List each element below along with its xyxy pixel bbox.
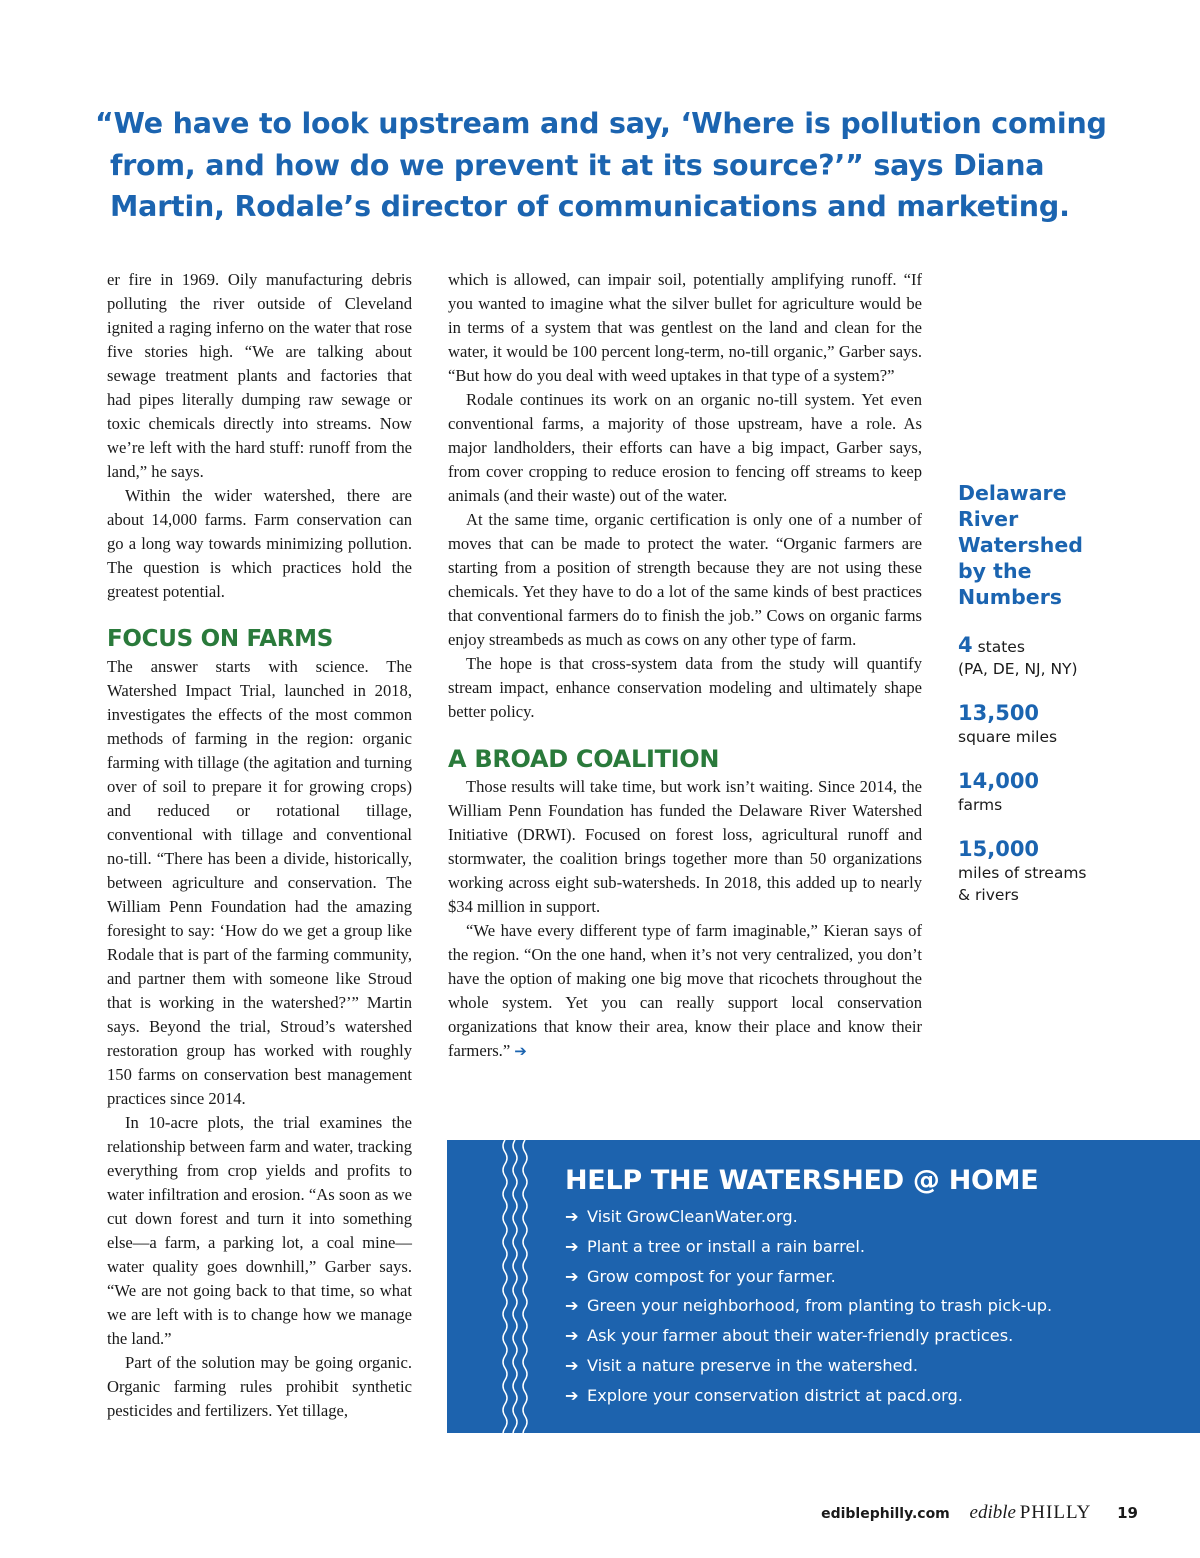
paragraph: Part of the solution may be going organic. Organic farming rules prohibit synthetic pesticides and fertilizers. Yet tillage, — [107, 1353, 412, 1420]
list-item-text: Ask your farmer about their water-friendly practices. — [587, 1326, 1014, 1346]
stat-states — [958, 632, 1158, 680]
paragraph-text: “We have every different type of farm imaginable,” Kieran says of the region. “On the one hand, when it’s not very centralized, you don’t have the option of making one big move that ricochets throughout the whole system. Yet you can really support local conservation organizations that know their area, know their place and know their farmers.” — [448, 921, 922, 1060]
article-column-middle — [448, 268, 922, 1063]
page-footer — [821, 1503, 1138, 1524]
list-item-text: Explore your conservation district at pacd.org. — [587, 1385, 963, 1405]
stat-number: 4 — [958, 633, 973, 657]
help-list — [565, 1202, 1052, 1411]
paragraph: The answer starts with science. The Watershed Impact Trial, launched in 2018, investigates the effects of the most common methods of farming in the region: organic farming with tillage (the agitation and turning over of soil to prepare it for growing crops) and reduced or rotational tillage, conventional with tillage and conventional no-till. “There has been a divide, historically, between agriculture and conservation. The William Penn Foundation had the amazing foresight to say: ‘How do we get a group like Rodale that is part of the farming community, and partner them with someone like Stroud that is working in the watershed?’” Martin says. Beyond the trial, Stroud’s watershed restoration group has worked with roughly 150 farms on conservation best management practices since 2014. — [107, 657, 412, 1108]
paragraph: In 10-acre plots, the trial examines the relationship between farm and water, tracking everything from crop yields and profits to water infiltration and erosion. “As soon as we cut down forest and turn it into something else—a farm, a parking lot, a coal mine—water quality goes downhill,” Garber says. “We are not going back to that time, so what we are left with is to change how we manage the land.” — [107, 1113, 412, 1348]
list-item-text: Visit GrowCleanWater.org. — [587, 1207, 798, 1226]
pull-quote-line: “We have to look upstream and say, ‘Where is pollution coming — [95, 107, 1107, 140]
help-box-title: HELP THE WATERSHED @ HOME — [565, 1165, 1039, 1196]
arrow-right-icon: ➔ — [565, 1266, 579, 1286]
stat-label: square miles — [958, 728, 1058, 746]
help-the-watershed-box — [447, 1140, 1200, 1433]
arrow-right-icon: ➔ — [565, 1296, 579, 1316]
paragraph — [448, 919, 922, 1063]
section-heading-a-broad-coalition: A BROAD COALITION — [448, 745, 720, 773]
arrow-right-icon: ➔ — [565, 1236, 579, 1256]
stat-number: 15,000 — [958, 837, 1040, 861]
pull-quote-line: Martin, Rodale’s director of communications and marketing. — [110, 190, 1070, 223]
stat-label: farms — [958, 796, 1003, 814]
stat-farms — [958, 768, 1158, 816]
list-item — [565, 1232, 1052, 1262]
stat-number: 14,000 — [958, 769, 1040, 793]
sidebar-title — [958, 480, 1158, 610]
paragraph: Rodale continues its work on an organic no-till system. Yet even conventional farms, a majority of those upstream, have a role. As major landholders, their efforts can have a big impact, Garber says, from cover cropping to reduce erosion to fencing off streams to keep animals (and their waste) out of the water. — [448, 390, 922, 505]
numbers-sidebar — [958, 480, 1158, 926]
sidebar-title-line: River — [958, 507, 1019, 531]
stat-square-miles — [958, 700, 1158, 748]
footer-brand-edible: edible — [969, 1502, 1016, 1523]
sidebar-title-line: Delaware — [958, 481, 1067, 505]
stat-label-detail: (PA, DE, NJ, NY) — [958, 660, 1078, 678]
list-item — [565, 1351, 1052, 1381]
wave-decoration-icon — [499, 1140, 535, 1433]
stat-label-detail: & rivers — [958, 886, 1019, 904]
stat-streams — [958, 836, 1158, 906]
list-item — [565, 1291, 1052, 1321]
arrow-right-icon: ➔ — [565, 1355, 579, 1375]
stat-label: states — [977, 638, 1025, 656]
list-item-text: Plant a tree or install a rain barrel. — [587, 1236, 866, 1256]
arrow-right-icon: ➔ — [565, 1326, 579, 1346]
paragraph: The hope is that cross-system data from the study will quantify stream impact, enhance conservation modeling and ultimately shape better policy. — [448, 654, 922, 721]
sidebar-title-line: by the — [958, 559, 1032, 583]
list-item — [565, 1381, 1052, 1411]
sidebar-title-line: Watershed — [958, 533, 1083, 557]
continue-arrow-icon: ➔ — [514, 1042, 527, 1060]
arrow-right-icon: ➔ — [565, 1385, 579, 1405]
paragraph: Those results will take time, but work isn’t waiting. Since 2014, the William Penn Foundation has funded the Delaware River Watershed Initiative (DRWI). Focused on forest loss, agricultural runoff and stormwater, the coalition brings together more than 50 organizations working across eight sub-watersheds. In 2018, this added up to nearly $34 million in support. — [448, 777, 922, 916]
pull-quote-line: from, and how do we prevent it at its source?’” says Diana — [110, 148, 1045, 182]
stat-label: miles of streams — [958, 864, 1087, 882]
sidebar-title-line: Numbers — [958, 585, 1063, 609]
paragraph: At the same time, organic certification is only one of a number of moves that can be made to protect the water. “Organic farmers are starting from a position of strength because they are not using these chemicals. Yet they have to do a lot of the same kinds of best practices that conventional farmers do to finish the job.” Cows on organic farms enjoy streambeds as much as cows on any other type of farm. — [448, 510, 922, 649]
paragraph: er fire in 1969. Oily manufacturing debris polluting the river outside of Cleveland ignited a raging inferno on the water that rose five stories high. “We are talking about sewage treatment plants and factories that had pipes literally dumping raw sewage or toxic chemicals directly into streams. Now we’re left with the hard stuff: runoff from the land,” he says. — [107, 270, 412, 481]
section-heading-focus-on-farms: FOCUS ON FARMS — [107, 626, 334, 652]
list-item-text: Visit a nature preserve in the watershed. — [587, 1355, 918, 1375]
paragraph: Within the wider watershed, there are about 14,000 farms. Farm conservation can go a long way towards minimizing pollution. The question is which practices hold the greatest potential. — [107, 486, 412, 601]
list-item-text: Grow compost for your farmer. — [587, 1266, 836, 1286]
article-column-left — [107, 268, 412, 1423]
list-item — [565, 1262, 1052, 1292]
list-item-text: Green your neighborhood, from planting to trash pick-up. — [587, 1296, 1053, 1316]
arrow-right-icon: ➔ — [565, 1207, 579, 1226]
pull-quote — [95, 103, 1107, 228]
page-number: 19 — [1117, 1504, 1138, 1522]
list-item — [565, 1202, 1052, 1232]
stat-number: 13,500 — [958, 701, 1040, 725]
paragraph: which is allowed, can impair soil, potentially amplifying runoff. “If you wanted to imagine what the silver bullet for agriculture would be in terms of a system that was gentlest on the land and clean for the water, it would be 100 percent long-term, no-till organic,” Garber says. “But how do you deal with weed uptakes in that type of a system?” — [448, 270, 922, 385]
footer-site-link[interactable]: ediblephilly.com — [821, 1506, 950, 1522]
footer-brand-philly: PHILLY — [1019, 1502, 1092, 1523]
list-item — [565, 1321, 1052, 1351]
